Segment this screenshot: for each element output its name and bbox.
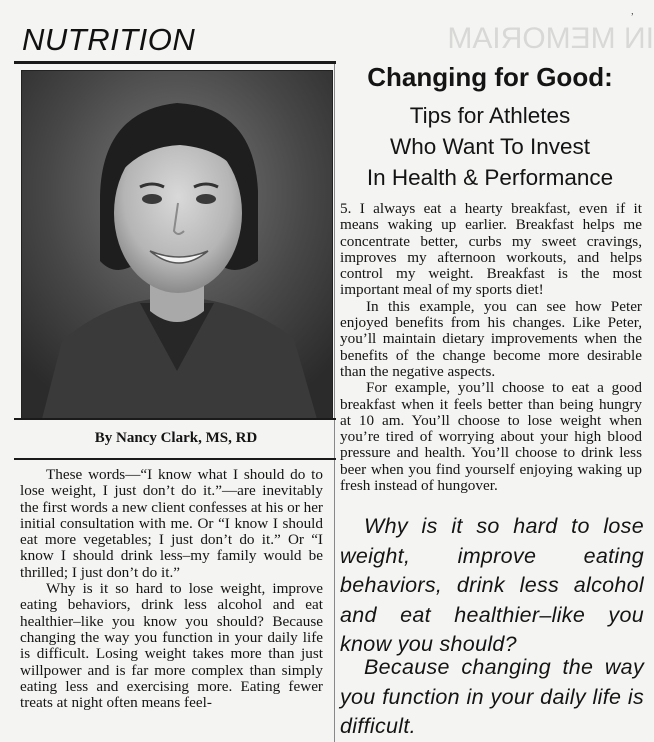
subtitle-line: In Health & Performance	[366, 165, 614, 190]
section-label: NUTRITION	[22, 22, 196, 57]
byline-rule	[14, 458, 336, 460]
pull-quote-answer: Because changing the way you function in your daily life is difficult.	[340, 655, 644, 738]
corner-mark: ʼ	[630, 12, 634, 23]
header-rule	[14, 61, 336, 64]
body-paragraph: These words—“I know what I should do to lose weight, I just don’t do it.”—are inevitably the first words a new client confesses at his or her initial consultation with me. Or “I know I should eat more vegetables; I just don’t do it.” Or “I know I should drink less–my family would be thrilled; I just don’t do it.”	[20, 466, 323, 581]
article-title: Changing for Good:	[367, 62, 613, 92]
bleed-through-text: IN MEMORIAM	[447, 22, 654, 55]
author-portrait-icon	[22, 71, 332, 419]
subtitle-line: Tips for Athletes	[409, 103, 571, 128]
author-photo	[21, 70, 333, 420]
photo-bottom-rule	[14, 418, 336, 420]
article-subtitle	[340, 100, 640, 193]
left-column-body	[20, 467, 323, 711]
pull-quote-question: Why is it so hard to lose weight, improve eating behaviors, drink less alcohol and eat healthier–like you know you should?	[340, 514, 644, 656]
column-divider	[334, 64, 335, 742]
body-paragraph: Why is it so hard to lose weight, improve eating behaviors, drink less alcohol and eat healthier–like you know you should? Because changing the way you function in your daily life is difficult. Losing weight takes more than just willpower and is far more complex than simply eating less and exercising more. Eating fewer treats at night often means feel-	[20, 580, 323, 712]
body-paragraph: For example, you’ll choose to eat a good breakfast when it feels better than being hungry at 10 am. You’ll choose to lose weight when you’re tired of worrying about your high blood pressure and health. You’ll choose to drink less beer when you find yourself enjoying waking up fresh instead of hungover.	[340, 379, 642, 495]
right-column-body	[340, 201, 642, 494]
body-paragraph: 5. I always eat a hearty breakfast, even if it means waking up earlier. Breakfast helps me concentrate better, curbs my sweet cravings, improves my afternoon workouts, and helps control my weight. Breakfast is the most important meal of my sports diet!	[340, 200, 642, 299]
body-paragraph: In this example, you can see how Peter enjoyed benefits from his changes. Like Peter, you’ll maintain dietary improvements when the benefits of the change become more desirable than the negative aspects.	[340, 297, 642, 380]
byline: By Nancy Clark, MS, RD	[94, 430, 258, 446]
subtitle-line: Who Want To Invest	[389, 134, 591, 159]
